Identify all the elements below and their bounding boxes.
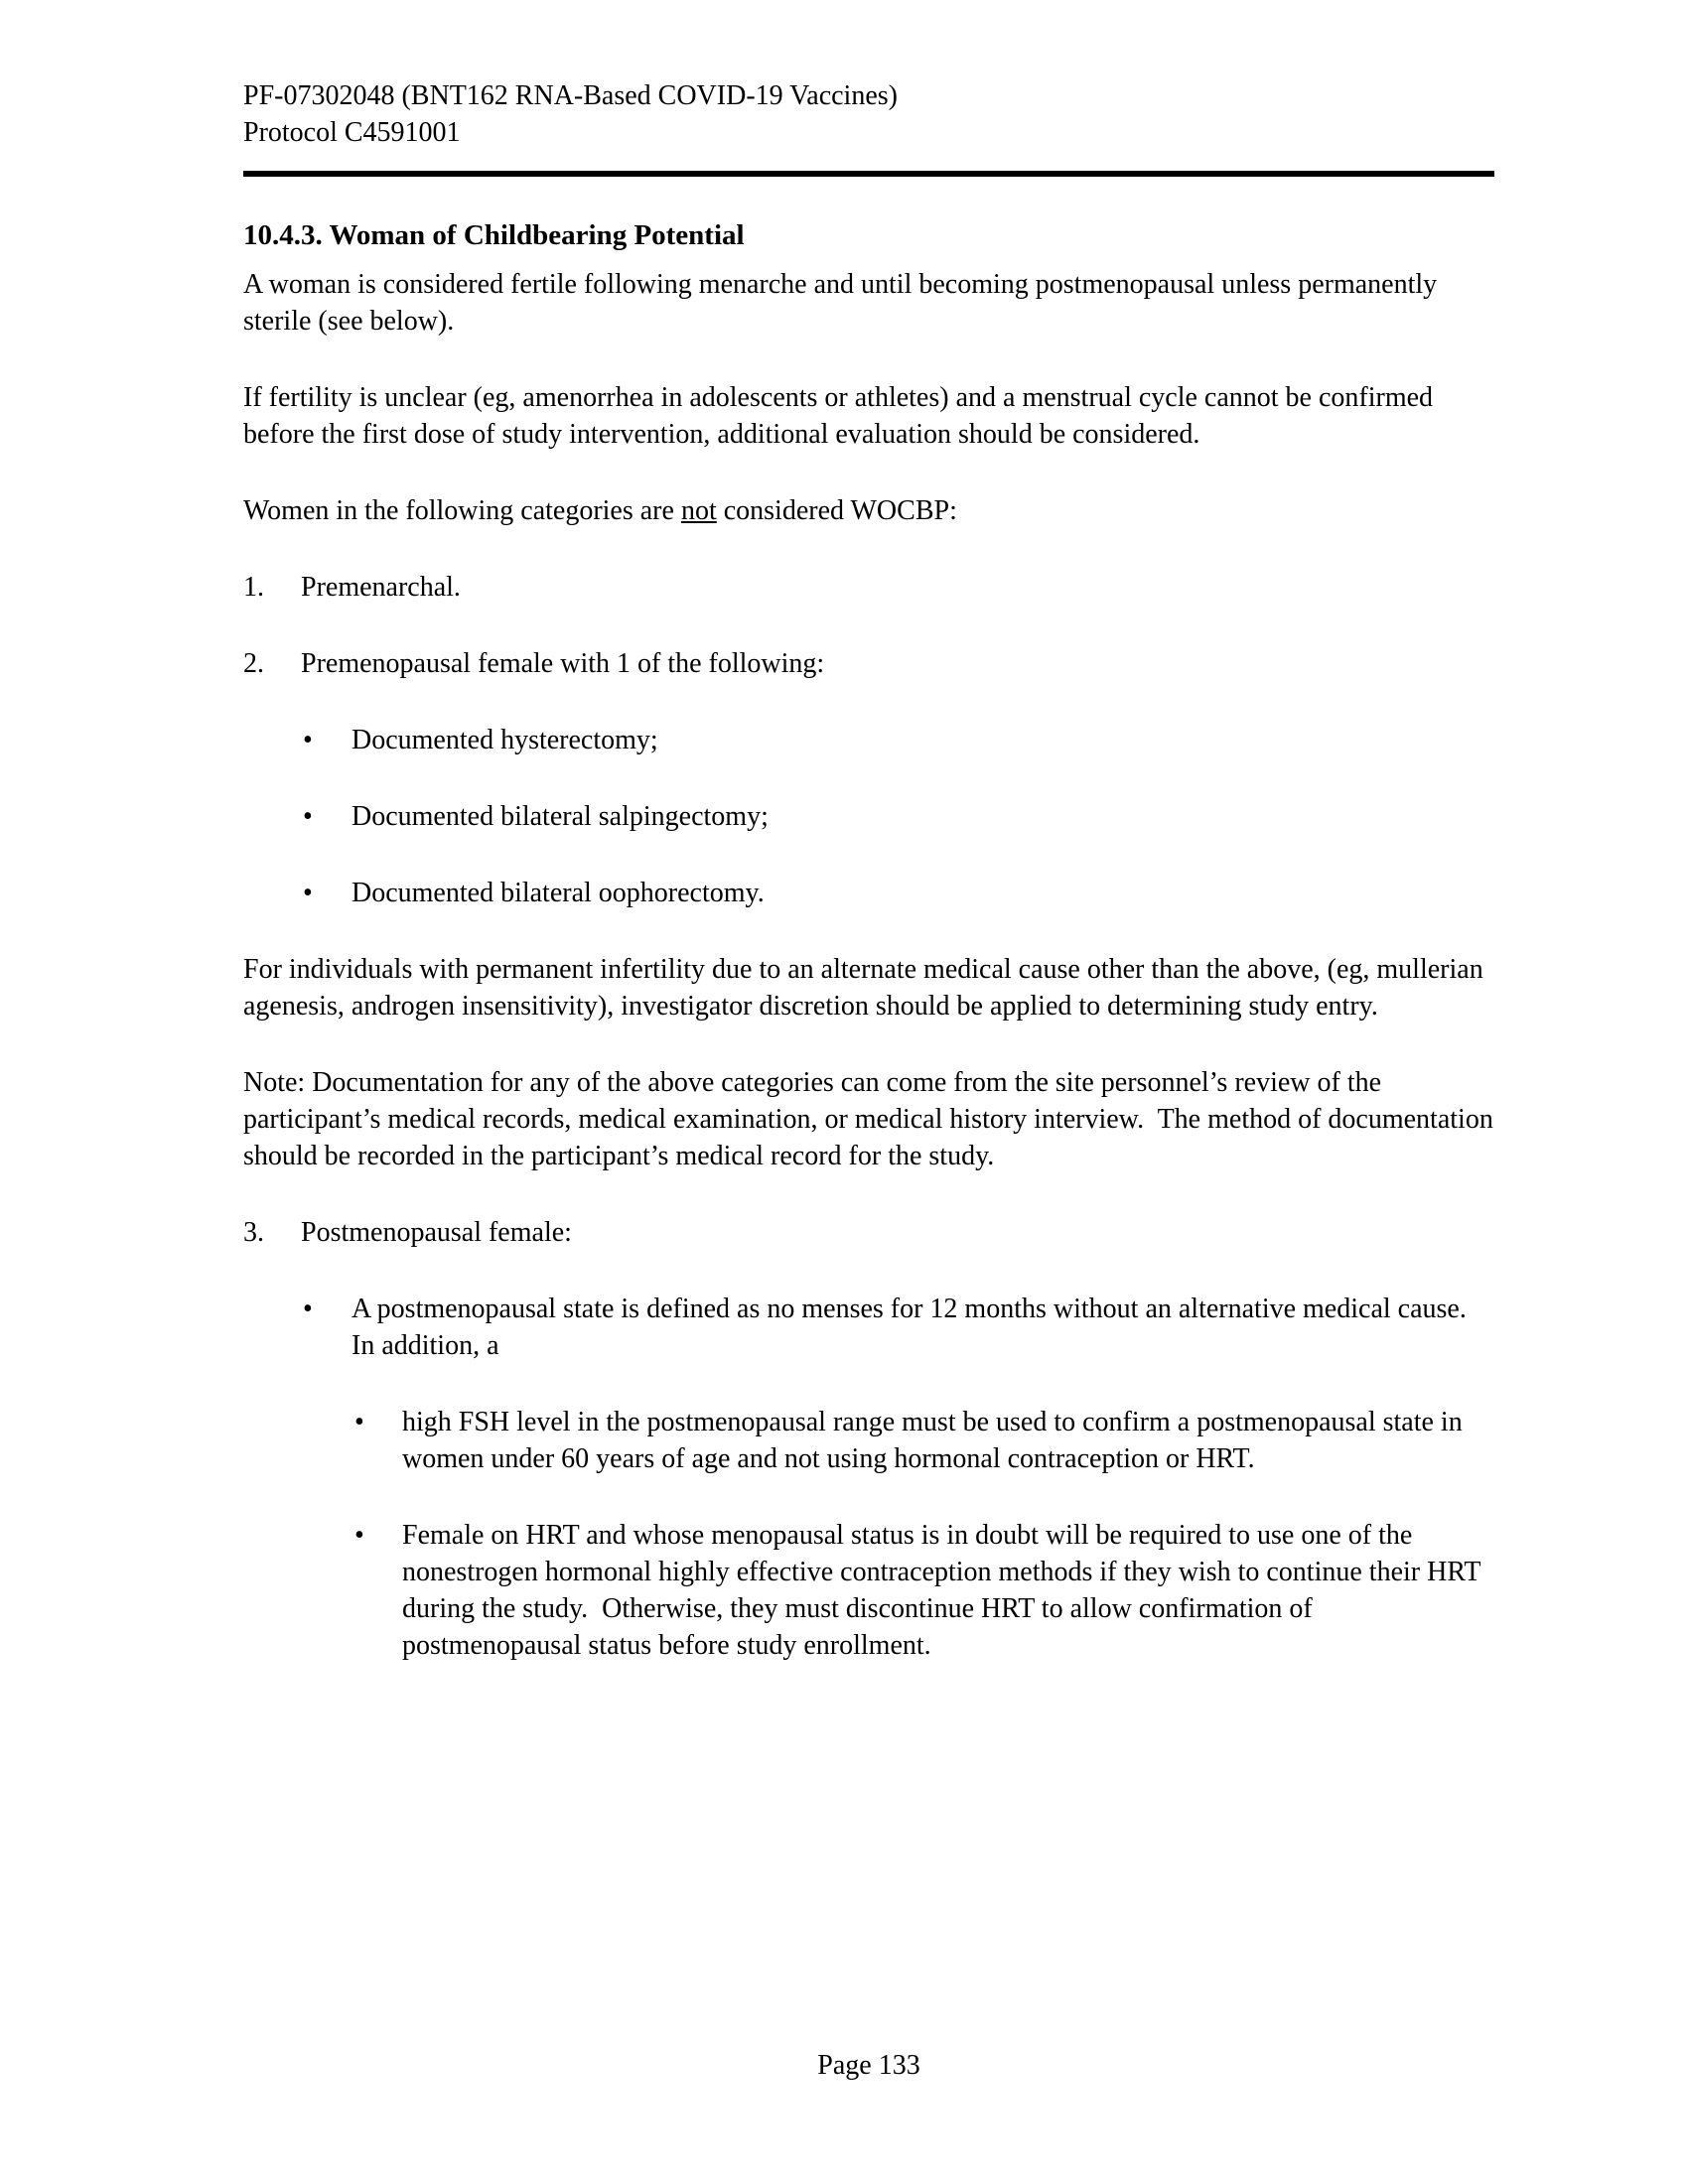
bullet-icon: •	[354, 1520, 364, 1551]
bullet-item-salpingectomy	[243, 798, 1494, 835]
paragraph-fertility-unclear: If fertility is unclear (eg, amenorrhea in adolescents or athletes) and a menstrual cycle cannot be confirmed before the first dose of study intervention, additional evaluation should be considered.	[243, 382, 1441, 450]
document-header	[243, 77, 1494, 151]
paragraph-documentation-note: Note: Documentation for any of the above categories can come from the site personnel’s review of the participant’s medical records, medical examination, or medical history interview. The method of documentation should be recorded in the participant’s medical record for the study.	[243, 1067, 1500, 1171]
list-number: 2.	[243, 648, 264, 679]
paragraph-categories-intro	[243, 492, 1494, 529]
list-number: 1.	[243, 572, 264, 603]
page-footer	[243, 2047, 1494, 2084]
list-number: 3.	[243, 1217, 264, 1248]
subbullet-item-fsh-level	[243, 1404, 1494, 1477]
bullet-item-text: A postmenopausal state is defined as no menses for 12 months without an alternative medical cause. In addition, a	[352, 1294, 1480, 1361]
bullet-item-text: Documented bilateral oophorectomy.	[352, 878, 765, 908]
subbullet-item-female-on-hrt	[243, 1517, 1494, 1664]
page-number-label: Page 133	[817, 2050, 920, 2081]
bullet-item-hysterectomy	[243, 722, 1494, 758]
bullet-icon: •	[303, 725, 313, 755]
subbullet-item-text: high FSH level in the postmenopausal range must be used to confirm a postmenopausal state in women under 60 years of age and not using hormonal contraception or HRT.	[402, 1407, 1470, 1474]
bullet-icon: •	[303, 801, 313, 832]
categories-intro-before: Women in the following categories are	[243, 495, 681, 526]
bullet-item-text: Documented hysterectomy;	[352, 725, 658, 755]
categories-intro-after: considered WOCBP:	[716, 495, 957, 526]
bullet-item-postmenopausal-state	[243, 1291, 1494, 1364]
page-content	[243, 77, 1500, 1704]
list-item-text: Postmenopausal female:	[301, 1217, 572, 1248]
bullet-icon: •	[354, 1407, 364, 1437]
bullet-icon: •	[303, 1294, 313, 1324]
categories-intro-underlined-not: not	[680, 495, 717, 526]
list-item-postmenopausal	[243, 1214, 1494, 1251]
bullet-item-oophorectomy	[243, 875, 1494, 911]
header-protocol-number: Protocol C4591001	[243, 117, 461, 148]
subbullet-item-text: Female on HRT and whose menopausal status is in doubt will be required to use one of the nonestrogen hormonal highly effective contraception methods if they wish to continue their HRT during the study. Otherwise, they must discontinue HRT to allow confirmation of postmenopausal status before study enrollment.	[402, 1520, 1487, 1661]
list-item-text: Premenarchal.	[301, 572, 461, 603]
header-protocol-title: PF-07302048 (BNT162 RNA-Based COVID-19 Vaccines)	[243, 80, 898, 111]
list-item-premenarchal	[243, 569, 1494, 606]
list-item-premenopausal	[243, 645, 1494, 682]
paragraph-permanent-infertility: For individuals with permanent infertility due to an alternate medical cause other than the above, (eg, mullerian agenesis, androgen insensitivity), investigator discretion should be applied to determining study entry.	[243, 954, 1490, 1022]
list-item-text: Premenopausal female with 1 of the following:	[301, 648, 825, 679]
section-heading: 10.4.3. Woman of Childbearing Potential	[243, 219, 745, 251]
bullet-icon: •	[303, 878, 313, 908]
paragraph-fertile-definition: A woman is considered fertile following menarche and until becoming postmenopausal unless permanently sterile (see below).	[243, 269, 1445, 337]
header-divider	[243, 171, 1494, 177]
bullet-item-text: Documented bilateral salpingectomy;	[352, 801, 769, 832]
